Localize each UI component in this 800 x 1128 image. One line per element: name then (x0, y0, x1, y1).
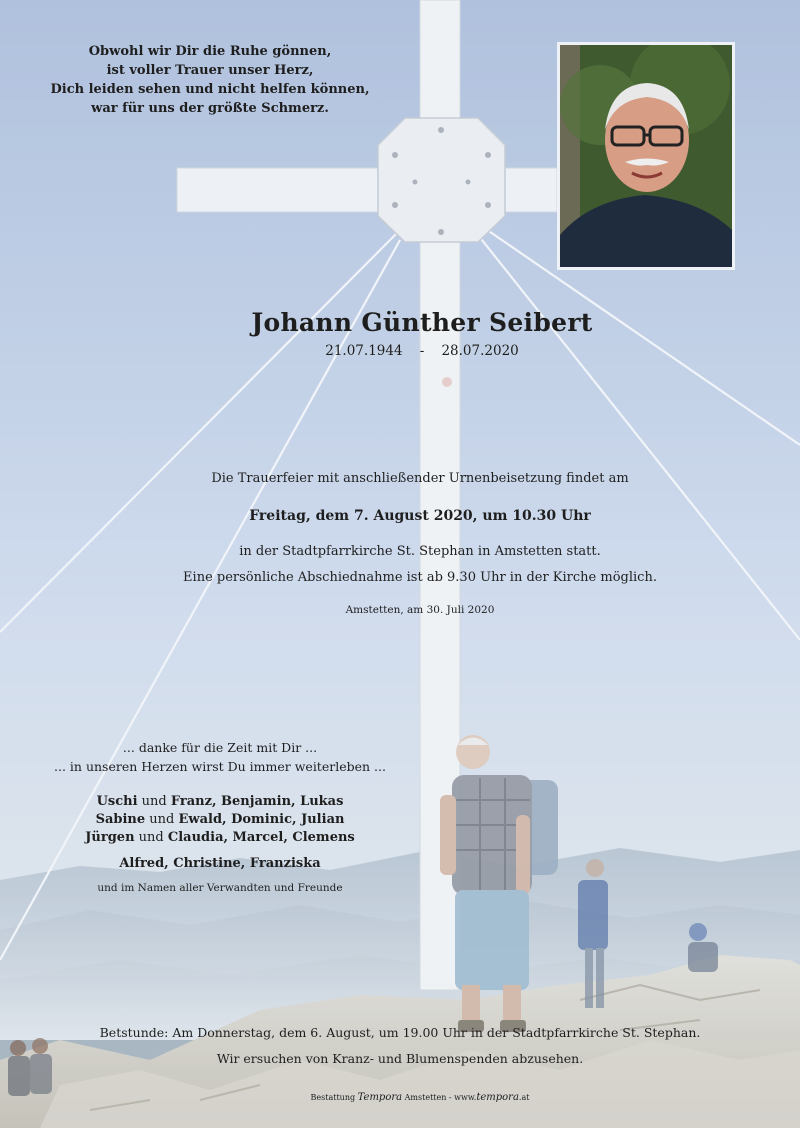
prayer-notice (40, 1020, 760, 1072)
portrait-photo (557, 42, 735, 270)
family-member: Alfred, Christine, Franziska (119, 856, 321, 871)
website-domain: tempora (476, 1092, 519, 1103)
thanks-line: ... danke für die Zeit mit Dir ... (122, 740, 318, 755)
place-and-date: Amstetten, am 30. Juli 2020 (345, 604, 495, 616)
ceremony-intro: Die Trauerfeier mit anschließender Urnenbeisetzung findet am (211, 471, 629, 486)
relatives-note: und im Namen aller Verwandten und Freunde (97, 882, 343, 894)
family-member: Uschi (96, 794, 138, 809)
deceased-name: Johann Günther Seibert (251, 308, 593, 337)
poem-line: Dich leiden sehen und nicht helfen können, (50, 82, 370, 97)
family-row: Sabine und Ewald, Dominic, Julian (95, 812, 345, 827)
funeral-home-brand: Tempora (357, 1092, 403, 1103)
family-member: Jürgen (85, 830, 135, 845)
family-row: Jürgen und Claudia, Marcel, Clemens (85, 830, 355, 845)
poem-line: war für uns der größte Schmerz. (91, 101, 329, 116)
poem-line: ist voller Trauer unser Herz, (106, 63, 314, 78)
family-member: Sabine (95, 812, 146, 827)
thanks-lines (30, 738, 410, 776)
family-list (30, 793, 410, 873)
date-separator: - (419, 343, 425, 359)
no-flowers-request: Wir ersuchen von Kranz- und Blumenspenden abzusehen. (216, 1051, 584, 1066)
family-row: Uschi und Franz, Benjamin, Lukas (96, 794, 344, 809)
farewell-note: Eine persönliche Abschiednahme ist ab 9.30 Uhr in der Kirche möglich. (183, 570, 657, 585)
funeral-home-footer: Bestattung Tempora Amstetten - www.tempora.at (310, 1092, 530, 1103)
prayer-hour: Betstunde: Am Donnerstag, dem 6. August, um 19.00 Uhr in der Stadtpfarrkirche St. Stephan. (99, 1025, 701, 1040)
death-date: 28.07.2020 (441, 343, 519, 359)
birth-date: 21.07.1944 (325, 343, 403, 359)
memorial-poem (40, 42, 380, 118)
life-dates (300, 343, 544, 359)
family-member: Claudia, Marcel, Clemens (167, 830, 355, 845)
family-row (30, 855, 410, 873)
poem-line: Obwohl wir Dir die Ruhe gönnen, (88, 44, 332, 59)
portrait-image (560, 45, 732, 267)
family-member: Franz, Benjamin, Lukas (170, 794, 344, 809)
ceremony-location: in der Stadtpfarrkirche St. Stephan in Amstetten statt. (239, 544, 601, 559)
family-member: Ewald, Dominic, Julian (178, 812, 345, 827)
thanks-line: ... in unseren Herzen wirst Du immer weiterleben ... (54, 759, 386, 774)
ceremony-date-time: Freitag, dem 7. August 2020, um 10.30 Uhr (249, 508, 591, 524)
